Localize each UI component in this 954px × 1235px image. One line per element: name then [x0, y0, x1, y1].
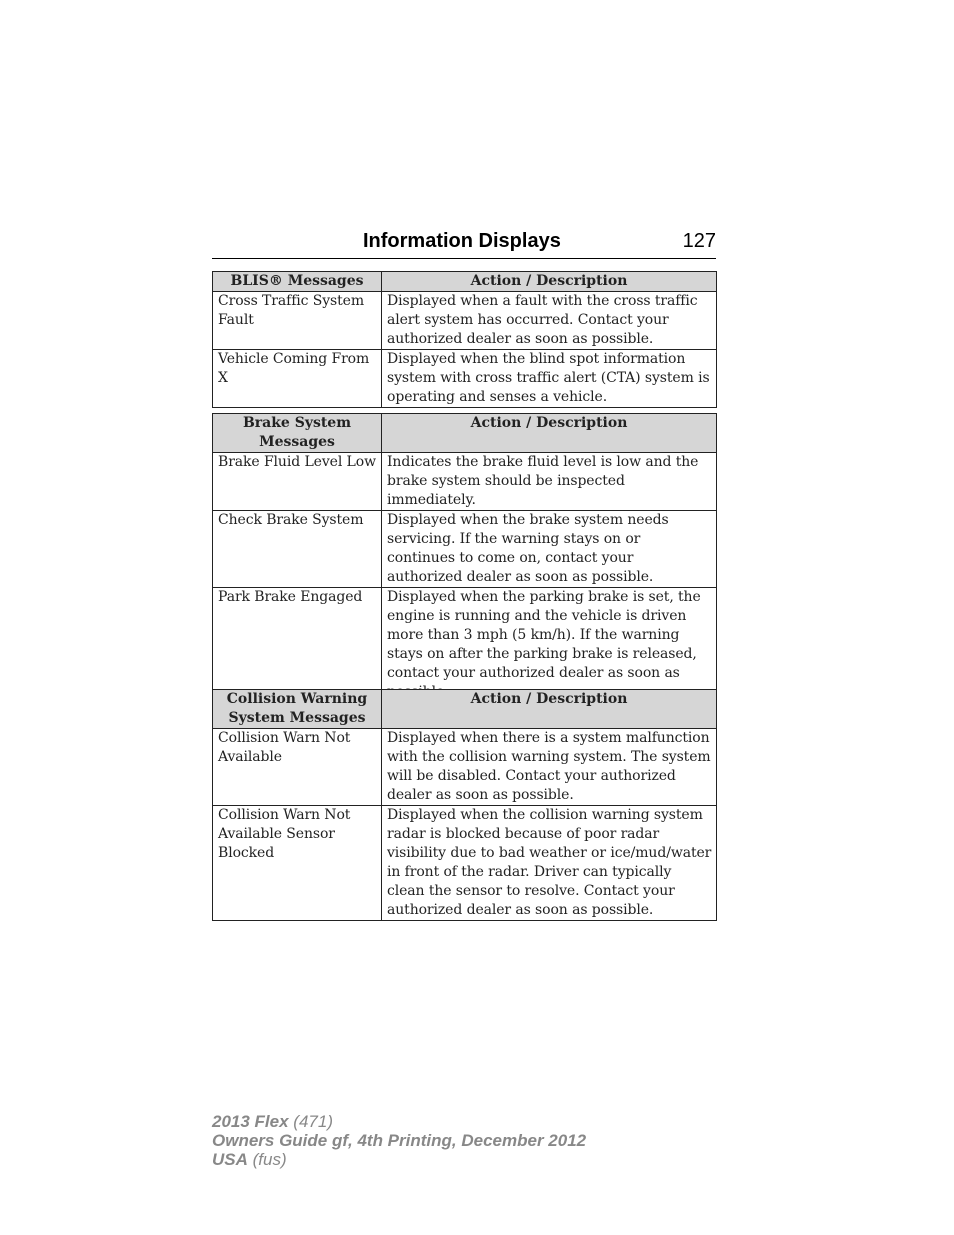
column-header-action: Action / Description	[382, 414, 717, 453]
description-cell: Displayed when the parking brake is set, the engine is running and the vehicle is driven more than 3 mph (5 km/h). If the warning stays on after the parking brake is released, contact your authorized dealer as soon as	[382, 588, 717, 703]
column-header-action: Action / Description	[382, 690, 717, 729]
message-cell: Cross Traffic System Fault	[213, 292, 382, 350]
description-cell: Indicates the brake fluid level is low and the brake system should be inspected immediately.	[382, 453, 717, 511]
table-row	[213, 350, 717, 408]
brake-system-messages-table	[212, 413, 717, 703]
table-row	[213, 453, 717, 511]
description-cell: Displayed when the brake system needs servicing. If the warning stays on or continues to come on, contact your authorized dealer as soon as possible.	[382, 511, 717, 588]
description-cell: Displayed when the collision warning system radar is blocked because of poor radar visibility due to bad weather or ice/mud/water in front of the radar. Driver can typically clean the sensor to resolve. Contact your authorized dealer as soon as possible.	[382, 806, 717, 921]
footer-guide: Owners Guide gf, 4th Printing, December 2012	[212, 1131, 587, 1150]
section-title: Information Displays	[363, 230, 561, 252]
message-cell: Brake Fluid Level Low	[213, 453, 382, 511]
description-cell: Displayed when a fault with the cross traffic alert system has occurred. Contact your authorized dealer as soon as possible.	[382, 292, 717, 350]
message-cell: Vehicle Coming From X	[213, 350, 382, 408]
column-header-messages: BLIS® Messages	[213, 272, 382, 292]
table-row	[213, 588, 717, 703]
table-row	[213, 511, 717, 588]
table-row	[213, 806, 717, 921]
message-cell: Collision Warn Not Available	[213, 729, 382, 806]
page-number: 127	[682, 230, 716, 252]
table-header-row	[213, 414, 717, 453]
column-header-action: Action / Description	[382, 272, 717, 292]
table-row	[213, 729, 717, 806]
footer-market: USA	[212, 1150, 248, 1169]
page-footer	[212, 1112, 586, 1169]
footer-market-code: (fus)	[252, 1150, 287, 1169]
message-cell: Check Brake System	[213, 511, 382, 588]
footer-guide-line	[212, 1131, 586, 1150]
description-cell: Displayed when there is a system malfunction with the collision warning system. The system will be disabled. Contact your authorized dealer as soon as possible.	[382, 729, 717, 806]
column-header-messages: Brake System Messages	[213, 414, 382, 453]
message-cell: Park Brake Engaged	[213, 588, 382, 703]
footer-market-line	[212, 1150, 586, 1169]
table-header-row	[213, 272, 717, 292]
blis-messages-table	[212, 271, 717, 408]
page-header	[212, 228, 716, 259]
table-header-row	[213, 690, 717, 729]
message-cell: Collision Warn Not Available Sensor Blocked	[213, 806, 382, 921]
footer-model-code: (471)	[293, 1112, 333, 1131]
footer-model: 2013 Flex	[212, 1112, 289, 1131]
table-row	[213, 292, 717, 350]
footer-model-line	[212, 1112, 586, 1131]
description-cell: Displayed when the blind spot information system with cross traffic alert (CTA) system is operating and senses a vehicle.	[382, 350, 717, 408]
collision-warning-messages-table	[212, 689, 717, 921]
column-header-messages: Collision Warning System Messages	[213, 690, 382, 729]
